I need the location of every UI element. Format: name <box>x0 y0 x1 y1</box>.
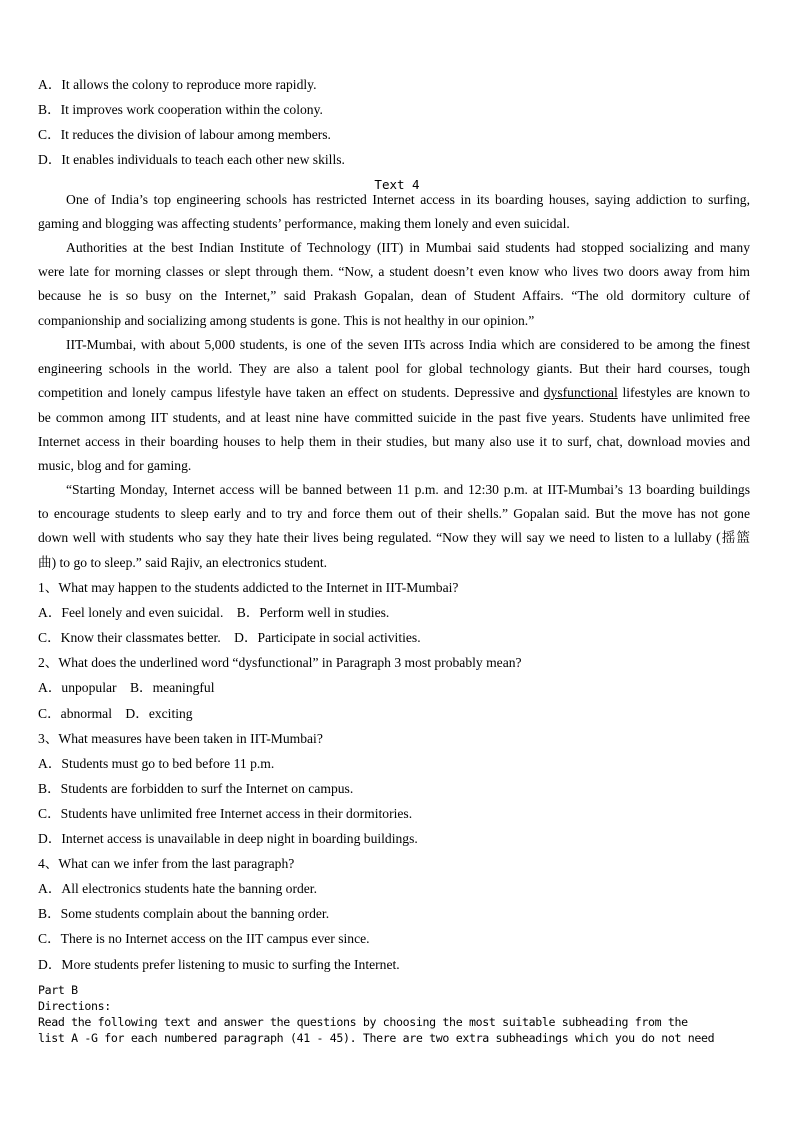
question-stem: 2、What does the underlined word “dysfunctional” in Paragraph 3 most probably mean? <box>38 655 522 671</box>
text-title: Text 4 <box>374 177 420 192</box>
paragraph-line: be common among IIT students, and at least nine have committed suicide in the past five years. Students have unlimited free <box>38 409 750 425</box>
answer-option: B．Students are forbidden to surf the Internet on campus. <box>38 780 354 796</box>
underlined-word: dysfunctional <box>543 385 618 401</box>
option-line <box>38 605 750 621</box>
paragraph-line: down well with students who say they hate their lives being regulated. “Now they will say we need to listen to a lullaby (摇篮 <box>38 530 750 546</box>
option-line: B．It improves work cooperation within the colony. <box>38 102 323 117</box>
directions-line: list A -G for each numbered paragraph (41 - 45). There are two extra subheadings which you do not need <box>38 1031 715 1045</box>
paragraph-line: Authorities at the best Indian Institute of Technology (IIT) in Mumbai said students had stopped socializing and many <box>66 240 750 255</box>
option-line <box>38 781 750 797</box>
question-stem: 3、What measures have been taken in IIT-Mumbai? <box>38 730 323 746</box>
paragraph-line: 曲) to go to sleep.” said Rajiv, an electronics student. <box>38 554 328 570</box>
option-line <box>38 706 750 722</box>
option-line <box>38 881 750 897</box>
paragraph-line: music, blog and for gaming. <box>38 458 192 473</box>
answer-option: B．Perform well in studies. <box>236 605 390 621</box>
paragraph-line: to encourage students to sleep early and to try and force them out of their shells.” Gopalan said. But the move has not gone <box>38 506 750 522</box>
answer-option: C．Know their classmates better. <box>38 630 221 646</box>
answer-option: D．More students prefer listening to music to surfing the Internet. <box>38 956 400 972</box>
option-line <box>38 630 750 646</box>
paragraph-line: were late for morning classes or slept through them. “Now, a student doesn’t even know who lives two doors away from him <box>38 264 750 280</box>
part-b-title: Part B <box>38 983 78 997</box>
directions-label: Directions: <box>38 999 111 1013</box>
paragraph-line: “Starting Monday, Internet access will be banned between 11 p.m. and 12:30 p.m. at IIT-Mumbai’s 13 boarding buildings <box>66 482 750 497</box>
answer-option: A．unpopular <box>38 680 117 696</box>
option-line <box>38 957 750 973</box>
option-line: D．It enables individuals to teach each other new skills. <box>38 152 345 167</box>
question-stem: 1、What may happen to the students addicted to the Internet in IIT-Mumbai? <box>38 580 459 595</box>
option-line: C．It reduces the division of labour among members. <box>38 127 331 142</box>
answer-option: D．Internet access is unavailable in deep night in boarding buildings. <box>38 831 418 846</box>
paragraph-line: engineering schools in the world. They are also a talent pool for global technology giants. But their hard courses, tough <box>38 361 750 377</box>
question-stem: 4、What can we infer from the last paragraph? <box>38 856 295 872</box>
option-line <box>38 806 750 822</box>
directions-line: Read the following text and answer the questions by choosing the most suitable subheading from the <box>38 1015 688 1029</box>
option-line <box>38 931 750 947</box>
answer-option: A．Feel lonely and even suicidal. <box>38 605 224 621</box>
paragraph-line <box>38 385 750 401</box>
paragraph-line: Internet access in their boarding houses to help them in their studies, but many also use it to surf, chat, download movies and <box>38 433 750 449</box>
answer-option: B．Some students complain about the banning order. <box>38 906 330 922</box>
paragraph-line: gaming and blogging was affecting students’ performance, making them lonely and even suicidal. <box>38 216 570 232</box>
answer-option: C．abnormal <box>38 705 112 721</box>
paragraph-line: IIT-Mumbai, with about 5,000 students, is one of the seven IITs across India which are considered to be among the finest <box>66 337 750 352</box>
answer-option: D．exciting <box>125 705 193 721</box>
answer-option: C．Students have unlimited free Internet access in their dormitories. <box>38 805 413 821</box>
text-segment: lifestyles are known to <box>617 385 750 401</box>
text-segment: competition and lonely campus lifestyle have taken an effect on students. Depressive and <box>38 385 544 401</box>
answer-option: B．meaningful <box>129 680 215 696</box>
answer-option: A．All electronics students hate the banning order. <box>38 881 317 897</box>
paragraph-line: companionship and socializing among students is gone. This is not healthy in our opinion.” <box>38 312 535 328</box>
option-line <box>38 756 750 772</box>
answer-option: D．Participate in social activities. <box>234 630 421 646</box>
paragraph-line: One of India’s top engineering schools has restricted Internet access in its boarding houses, saying addiction to surfing, <box>66 192 750 207</box>
option-line <box>38 680 750 696</box>
option-line <box>38 906 750 922</box>
option-line <box>38 831 750 847</box>
option-line: A．It allows the colony to reproduce more rapidly. <box>38 77 317 92</box>
answer-option: A．Students must go to bed before 11 p.m. <box>38 755 275 771</box>
paragraph-line: because he is so busy on the Internet,” said Prakash Gopalan, dean of Student Affairs. “The old dormitory culture of <box>38 288 750 304</box>
answer-option: C．There is no Internet access on the IIT campus ever since. <box>38 931 370 947</box>
